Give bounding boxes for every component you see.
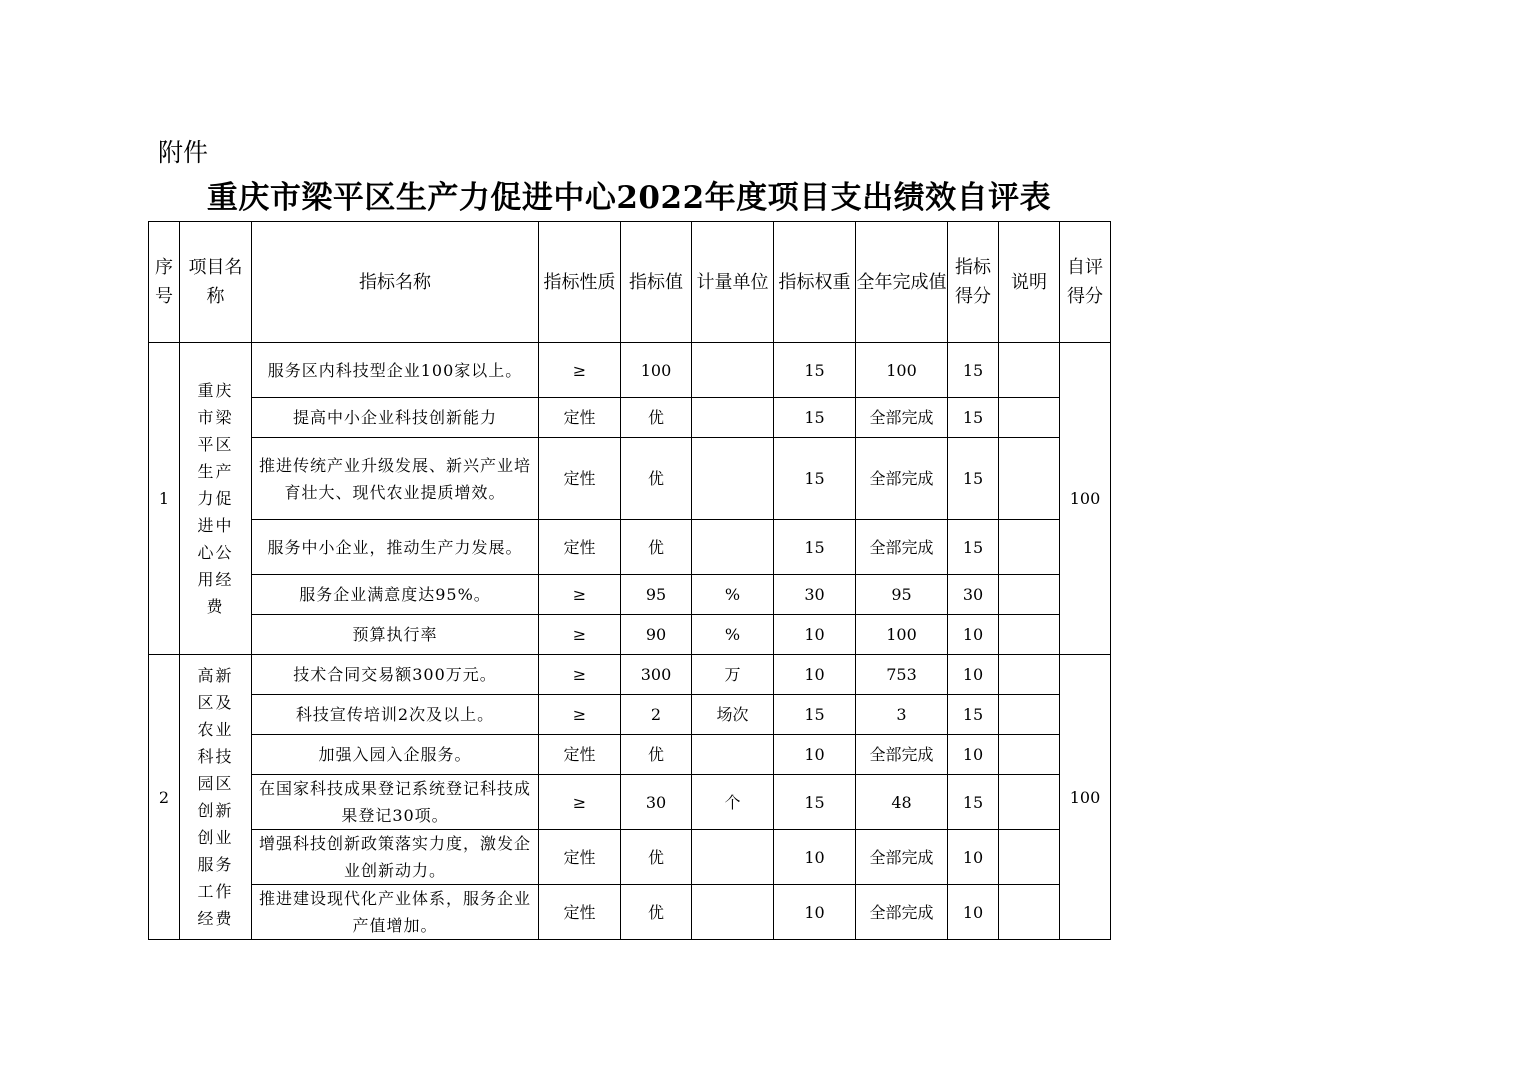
indicator-score: 10	[948, 615, 999, 655]
note-cell	[999, 575, 1060, 615]
table-row	[149, 885, 1111, 940]
note-cell	[999, 520, 1060, 575]
indicator-weight: 15	[774, 520, 856, 575]
indicator-nature: ≥	[539, 615, 621, 655]
attachment-label: 附件	[158, 138, 209, 167]
table-row	[149, 775, 1111, 830]
indicator-unit	[692, 398, 774, 438]
indicator-name: 提高中小企业科技创新能力	[252, 398, 539, 438]
self-score: 100	[1060, 343, 1111, 655]
header-cell: 指标得分	[948, 222, 999, 343]
header-cell: 项目名称	[180, 222, 252, 343]
indicator-nature: 定性	[539, 885, 621, 940]
indicator-unit	[692, 438, 774, 520]
indicator-unit	[692, 830, 774, 885]
project-name: 高新 区及 农业 科技 园区 创新 创业 服务 工作 经费	[180, 655, 252, 940]
indicator-name: 增强科技创新政策落实力度，激发企业创新动力。	[252, 830, 539, 885]
indicator-weight: 15	[774, 438, 856, 520]
completion-value: 全部完成	[856, 830, 948, 885]
indicator-weight: 10	[774, 885, 856, 940]
indicator-value: 2	[621, 695, 692, 735]
indicator-score: 10	[948, 830, 999, 885]
table-row	[149, 575, 1111, 615]
header-cell: 说明	[999, 222, 1060, 343]
indicator-name: 在国家科技成果登记系统登记科技成果登记30项。	[252, 775, 539, 830]
note-cell	[999, 615, 1060, 655]
note-cell	[999, 695, 1060, 735]
note-cell	[999, 655, 1060, 695]
indicator-score: 10	[948, 655, 999, 695]
header-cell: 指标名称	[252, 222, 539, 343]
indicator-nature: 定性	[539, 735, 621, 775]
indicator-score: 15	[948, 438, 999, 520]
indicator-weight: 15	[774, 343, 856, 398]
completion-value: 48	[856, 775, 948, 830]
indicator-nature: ≥	[539, 575, 621, 615]
indicator-value: 95	[621, 575, 692, 615]
indicator-unit	[692, 343, 774, 398]
indicator-unit: 场次	[692, 695, 774, 735]
indicator-score: 15	[948, 520, 999, 575]
indicator-name: 服务中小企业，推动生产力发展。	[252, 520, 539, 575]
indicator-name: 预算执行率	[252, 615, 539, 655]
project-seq: 2	[149, 655, 180, 940]
indicator-name: 科技宣传培训2次及以上。	[252, 695, 539, 735]
note-cell	[999, 343, 1060, 398]
indicator-name: 服务区内科技型企业100家以上。	[252, 343, 539, 398]
indicator-value: 优	[621, 735, 692, 775]
evaluation-table	[148, 221, 1111, 940]
indicator-unit: 万	[692, 655, 774, 695]
indicator-nature: ≥	[539, 775, 621, 830]
indicator-value: 300	[621, 655, 692, 695]
completion-value: 100	[856, 343, 948, 398]
header-cell: 计量单位	[692, 222, 774, 343]
note-cell	[999, 775, 1060, 830]
indicator-name: 加强入园入企服务。	[252, 735, 539, 775]
indicator-value: 优	[621, 520, 692, 575]
table-row	[149, 438, 1111, 520]
header-cell: 全年完成值	[856, 222, 948, 343]
completion-value: 100	[856, 615, 948, 655]
indicator-score: 10	[948, 885, 999, 940]
completion-value: 全部完成	[856, 438, 948, 520]
indicator-weight: 10	[774, 655, 856, 695]
table-row	[149, 695, 1111, 735]
document-title: 重庆市梁平区生产力促进中心2022年度项目支出绩效自评表	[206, 180, 1052, 216]
indicator-name: 技术合同交易额300万元。	[252, 655, 539, 695]
indicator-weight: 15	[774, 398, 856, 438]
table-row	[149, 398, 1111, 438]
completion-value: 全部完成	[856, 398, 948, 438]
indicator-weight: 10	[774, 735, 856, 775]
completion-value: 全部完成	[856, 885, 948, 940]
header-cell: 指标性质	[539, 222, 621, 343]
indicator-score: 30	[948, 575, 999, 615]
indicator-nature: 定性	[539, 398, 621, 438]
completion-value: 3	[856, 695, 948, 735]
indicator-value: 90	[621, 615, 692, 655]
indicator-value: 优	[621, 438, 692, 520]
header-cell: 指标值	[621, 222, 692, 343]
completion-value: 753	[856, 655, 948, 695]
header-cell: 指标权重	[774, 222, 856, 343]
table-row	[149, 615, 1111, 655]
header-cell: 序号	[149, 222, 180, 343]
indicator-value: 100	[621, 343, 692, 398]
indicator-value: 优	[621, 830, 692, 885]
project-seq: 1	[149, 343, 180, 655]
indicator-nature: 定性	[539, 520, 621, 575]
indicator-weight: 10	[774, 615, 856, 655]
indicator-name: 推进建设现代化产业体系，服务企业产值增加。	[252, 885, 539, 940]
indicator-unit	[692, 735, 774, 775]
completion-value: 全部完成	[856, 520, 948, 575]
indicator-score: 15	[948, 398, 999, 438]
indicator-weight: 15	[774, 775, 856, 830]
indicator-nature: ≥	[539, 343, 621, 398]
indicator-unit: 个	[692, 775, 774, 830]
indicator-score: 15	[948, 695, 999, 735]
indicator-score: 15	[948, 343, 999, 398]
indicator-name: 服务企业满意度达95%。	[252, 575, 539, 615]
indicator-value: 优	[621, 398, 692, 438]
indicator-weight: 30	[774, 575, 856, 615]
project-name: 重庆 市梁 平区 生产 力促 进中 心公 用经 费	[180, 343, 252, 655]
indicator-weight: 10	[774, 830, 856, 885]
header-cell: 自评得分	[1060, 222, 1111, 343]
indicator-unit: %	[692, 575, 774, 615]
table-row	[149, 655, 1111, 695]
note-cell	[999, 398, 1060, 438]
indicator-nature: ≥	[539, 695, 621, 735]
note-cell	[999, 438, 1060, 520]
completion-value: 全部完成	[856, 735, 948, 775]
indicator-value: 30	[621, 775, 692, 830]
note-cell	[999, 830, 1060, 885]
indicator-nature: ≥	[539, 655, 621, 695]
indicator-unit	[692, 520, 774, 575]
indicator-score: 10	[948, 735, 999, 775]
table-header-row	[149, 222, 1111, 343]
indicator-weight: 15	[774, 695, 856, 735]
indicator-score: 15	[948, 775, 999, 830]
indicator-name: 推进传统产业升级发展、新兴产业培育壮大、现代农业提质增效。	[252, 438, 539, 520]
indicator-value: 优	[621, 885, 692, 940]
completion-value: 95	[856, 575, 948, 615]
indicator-unit: %	[692, 615, 774, 655]
table-row	[149, 735, 1111, 775]
indicator-nature: 定性	[539, 830, 621, 885]
note-cell	[999, 735, 1060, 775]
indicator-nature: 定性	[539, 438, 621, 520]
note-cell	[999, 885, 1060, 940]
table-row	[149, 343, 1111, 398]
table-row	[149, 830, 1111, 885]
table-row	[149, 520, 1111, 575]
self-score: 100	[1060, 655, 1111, 940]
indicator-unit	[692, 885, 774, 940]
